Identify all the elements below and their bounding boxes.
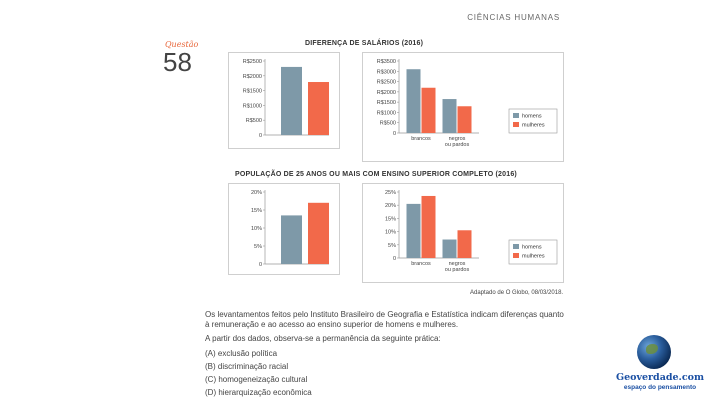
option-b[interactable]: (B) discriminação racial xyxy=(205,362,289,371)
population-chart-title: POPULAÇÃO DE 25 ANOS OU MAIS COM ENSINO SUPERIOR COMPLETO (2016) xyxy=(235,171,517,178)
bar-homens xyxy=(407,69,421,133)
y-tick-label: R$3500 xyxy=(376,59,396,65)
x-tick-label: brancos xyxy=(411,136,431,142)
salary-chart-title: DIFERENÇA DE SALÁRIOS (2016) xyxy=(305,40,424,47)
y-tick-label: 5% xyxy=(254,244,262,250)
question-prompt: A partir dos dados, observa-se a permanência da seguinte prática: xyxy=(205,334,441,343)
y-tick-label: 15% xyxy=(384,216,396,223)
y-tick-label: R$2500 xyxy=(242,59,262,65)
globe-land-shape xyxy=(646,344,658,354)
source-citation: Adaptado de O Globo, 08/03/2018. xyxy=(470,290,564,296)
x-tick-label: brancos xyxy=(411,261,431,267)
y-tick-label: 0 xyxy=(392,256,396,262)
legend-label: homens xyxy=(522,244,542,251)
bar-mulheres xyxy=(458,230,472,258)
globe-icon xyxy=(637,335,671,369)
bar-mulheres xyxy=(422,196,436,258)
bar-mulheres xyxy=(422,88,436,133)
y-tick-label: 20% xyxy=(250,190,262,196)
y-tick-label: 5% xyxy=(388,242,396,249)
section-header: CIÊNCIAS HUMANAS xyxy=(467,13,560,22)
x-tick-label: ou pardos xyxy=(444,142,470,148)
salary-race-chart xyxy=(362,52,564,162)
option-c[interactable]: (C) homogeneização cultural xyxy=(205,375,308,384)
y-tick-label: R$1500 xyxy=(242,88,262,95)
y-tick-label: 10% xyxy=(250,226,262,232)
option-d[interactable]: (D) hierarquização econômica xyxy=(205,388,312,397)
logo-tagline: espaço do pensamento xyxy=(623,384,697,391)
y-tick-label: 20% xyxy=(384,203,396,210)
population-race-chart xyxy=(362,183,564,283)
x-tick-label: negros xyxy=(448,136,466,142)
population-total-chart xyxy=(228,183,340,275)
y-tick-label: R$500 xyxy=(379,120,396,127)
y-tick-label: 0 xyxy=(258,133,262,139)
y-tick-label: R$3000 xyxy=(376,69,396,76)
legend-swatch-homens xyxy=(513,244,519,249)
legend-label: mulheres xyxy=(522,253,545,260)
logo-name: Geoverdade.com xyxy=(615,372,705,383)
y-tick-label: R$2000 xyxy=(376,89,396,96)
y-tick-label: R$1000 xyxy=(242,103,262,110)
x-tick-label: negros xyxy=(448,261,466,267)
y-tick-label: R$1000 xyxy=(376,110,396,117)
option-a[interactable]: (A) exclusão política xyxy=(205,349,278,358)
question-intro: Os levantamentos feitos pelo Instituto Brasileiro de Geografia e Estatística indicam diferenças quanto à remuneração e ao acesso ao ensino superior de homens e mulheres. xyxy=(205,310,564,329)
y-tick-label: R$500 xyxy=(245,118,262,125)
salary-race-svg xyxy=(363,53,563,161)
bar-homens xyxy=(281,215,302,264)
legend-swatch-homens xyxy=(513,113,519,118)
legend-swatch-mulheres xyxy=(513,122,519,127)
bar-homens xyxy=(443,99,457,133)
legend-swatch-mulheres xyxy=(513,253,519,258)
population-race-svg xyxy=(363,184,563,282)
y-tick-label: 25% xyxy=(384,190,396,196)
y-tick-label: R$2000 xyxy=(242,73,262,80)
question-number: 58 xyxy=(163,47,192,77)
question-label: Questão xyxy=(165,40,199,49)
legend-label: homens xyxy=(522,113,542,120)
y-tick-label: R$1500 xyxy=(376,100,396,107)
y-tick-label: 0 xyxy=(258,262,262,268)
salary-total-svg xyxy=(229,53,339,148)
bar-mulheres xyxy=(308,82,329,135)
y-tick-label: R$2500 xyxy=(376,79,396,86)
y-tick-label: 10% xyxy=(384,229,396,236)
bar-mulheres xyxy=(308,203,329,264)
bar-homens xyxy=(407,204,421,258)
y-tick-label: 15% xyxy=(250,208,262,214)
legend-label: mulheres xyxy=(522,122,545,129)
x-tick-label: ou pardos xyxy=(444,267,470,273)
population-total-svg xyxy=(229,184,339,274)
salary-total-chart xyxy=(228,52,340,149)
y-tick-label: 0 xyxy=(392,131,396,137)
bar-homens xyxy=(443,240,457,258)
bar-mulheres xyxy=(458,106,472,133)
bar-homens xyxy=(281,67,302,135)
site-logo[interactable] xyxy=(610,335,710,395)
